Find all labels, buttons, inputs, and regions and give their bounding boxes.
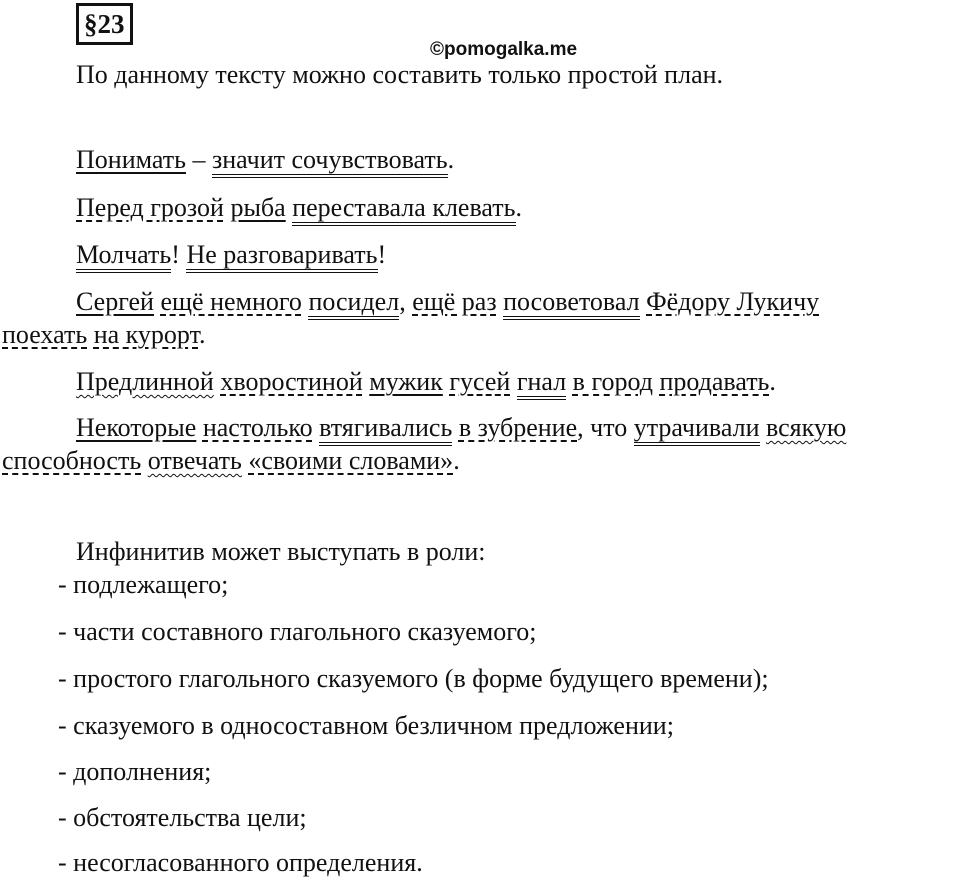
object: поехать <box>2 320 88 349</box>
adverbial: хворостиной <box>220 367 363 396</box>
predicate: значит сочувствовать <box>212 145 448 178</box>
adverbial: в город <box>572 367 653 396</box>
punct: ! <box>377 240 387 269</box>
object: способность <box>2 446 142 475</box>
predicate: Не разговаривать <box>186 240 377 273</box>
punct: . <box>769 367 776 396</box>
subject: Понимать <box>76 145 186 174</box>
list-item: - подлежащего; <box>58 570 229 599</box>
sentence-5 <box>76 367 776 397</box>
object: гусей <box>449 367 511 396</box>
infinitive-heading: Инфинитив может выступать в роли: <box>76 537 486 566</box>
adverbial: настолько <box>202 413 313 442</box>
intro-text: По данному тексту можно составить только простой план. <box>76 60 724 89</box>
sentence-4-line-2 <box>2 320 205 350</box>
predicate: Молчать <box>76 240 171 273</box>
punct: . <box>198 320 206 349</box>
adverbial: на курорт <box>93 320 199 349</box>
text: , что <box>577 413 634 442</box>
predicate: переставала клевать <box>292 193 515 226</box>
list-item: - части составного глагольного сказуемого; <box>58 617 537 646</box>
adverbial: «своими словами» <box>248 446 454 475</box>
punct: . <box>447 145 455 174</box>
subject: рыба <box>230 193 286 222</box>
list-item: - дополнения; <box>58 757 212 786</box>
sentence-6-line-1 <box>76 413 846 443</box>
text: – <box>185 145 212 174</box>
sentence-2 <box>76 193 522 223</box>
list-item: - несогласованного определения. <box>58 848 423 877</box>
list-item: - обстоятельства цели; <box>58 803 307 832</box>
predicate: втягивались <box>319 413 452 446</box>
punct: , <box>399 287 413 316</box>
adverbial: продавать <box>659 367 770 396</box>
sentence-1 <box>76 145 454 175</box>
adverbial: ещё раз <box>412 287 497 316</box>
predicate: посоветовал <box>503 287 639 320</box>
predicate: посидел <box>308 287 399 320</box>
watermark: ©pomogalka.me <box>430 39 578 60</box>
sentence-6-line-2 <box>2 446 460 476</box>
subject: Сергей <box>76 287 154 316</box>
object: Фёдору Лукичу <box>646 287 820 316</box>
predicate: гнал <box>517 367 566 400</box>
adverbial: ещё немного <box>160 287 302 316</box>
predicate: утрачивали <box>634 413 760 446</box>
sentence-4-line-1 <box>76 287 819 317</box>
subject: мужик <box>369 367 443 396</box>
punct: . <box>515 193 522 222</box>
object: в зубрение <box>458 413 578 442</box>
punct: . <box>453 446 460 475</box>
attribute: Предлинной <box>76 367 214 396</box>
list-item: - простого глагольного сказуемого (в форме будущего времени); <box>58 664 769 693</box>
adverbial: Перед грозой <box>76 193 224 222</box>
space <box>510 367 517 396</box>
attribute: отвечать <box>147 446 242 475</box>
paragraph-number: §23 <box>76 3 133 45</box>
subject: Некоторые <box>76 413 197 442</box>
list-item: - сказуемого в односоставном безличном предложении; <box>58 711 674 740</box>
sentence-3 <box>76 240 386 270</box>
attribute: всякую <box>766 413 847 442</box>
punct: ! <box>171 240 187 269</box>
